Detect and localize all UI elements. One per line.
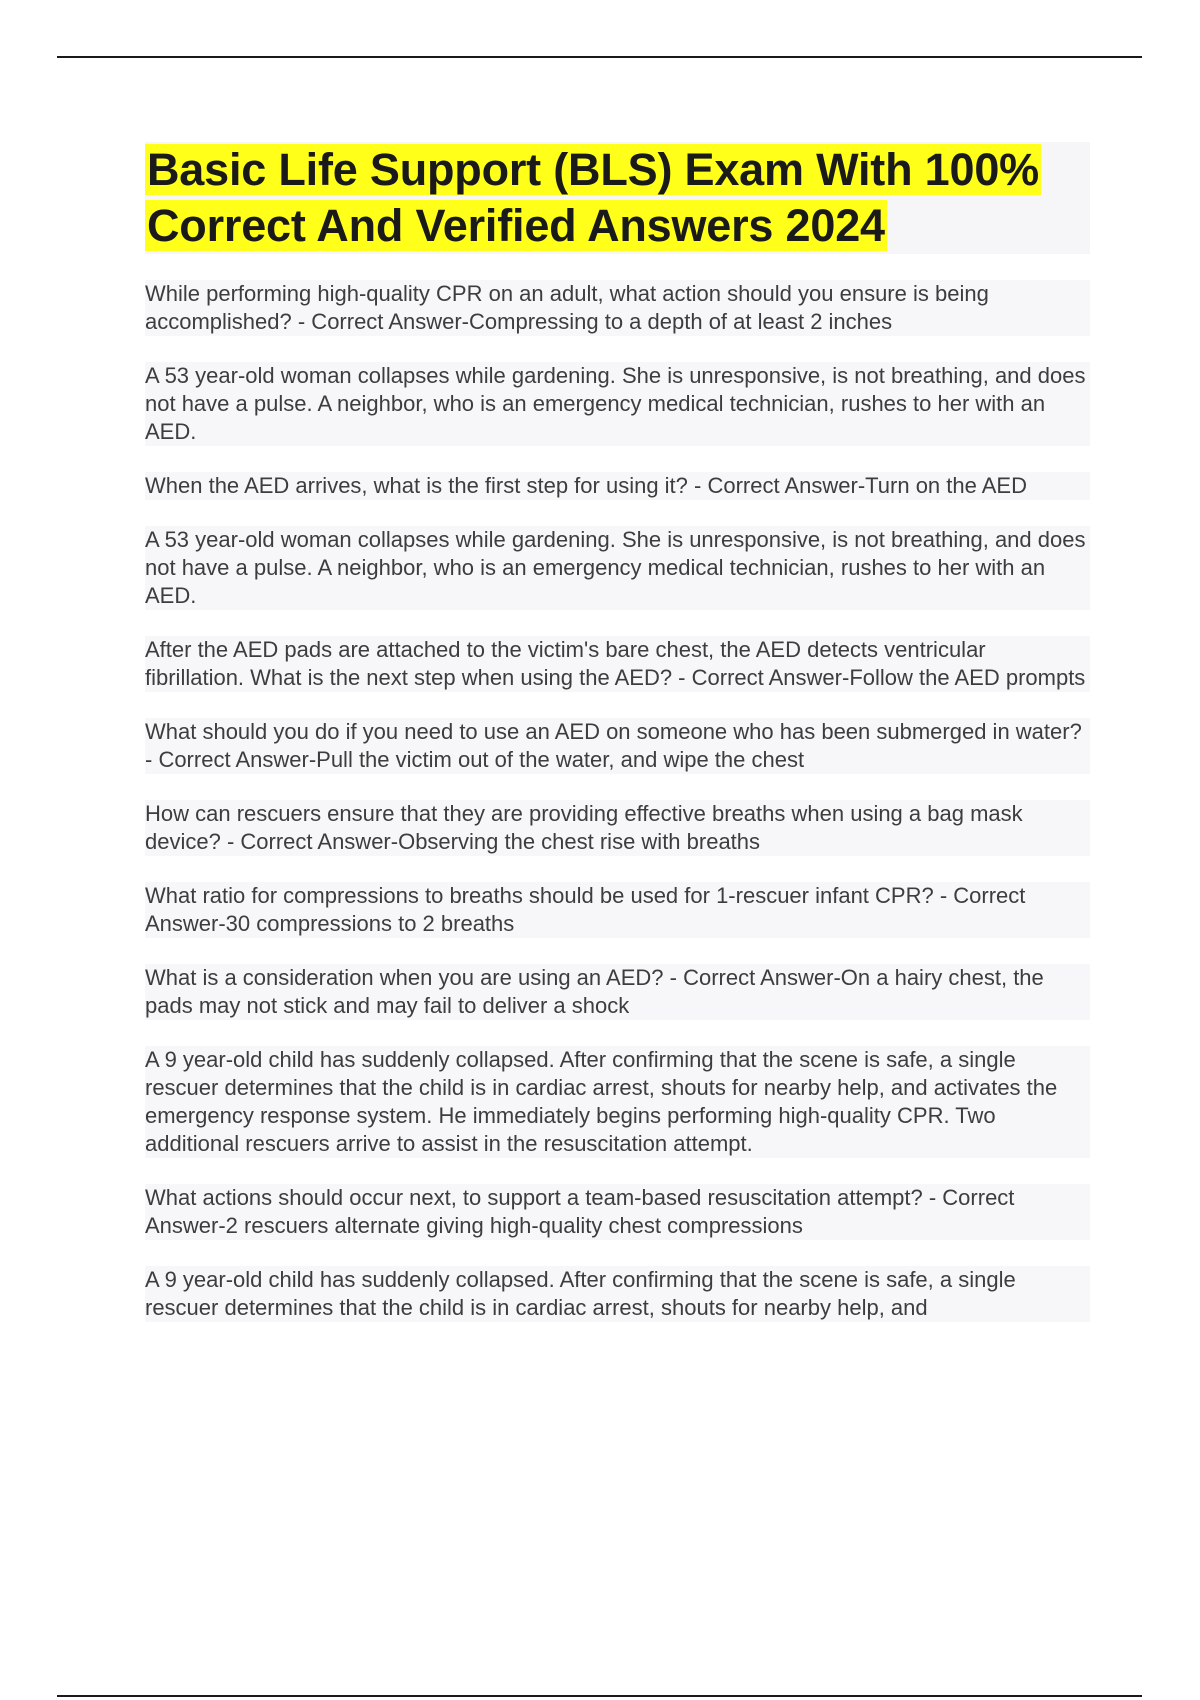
paragraph-12: A 9 year-old child has suddenly collapsed. After confirming that the scene is safe, a single rescuer determines that the child is in cardiac arrest, shouts for nearby help, and [145,1266,1090,1322]
paragraph-6: What should you do if you need to use an AED on someone who has been submerged in water? - Correct Answer-Pull the victim out of the water, and wipe the chest [145,718,1090,774]
bottom-rule [57,1695,1142,1697]
paragraph-3: When the AED arrives, what is the first step for using it? - Correct Answer-Turn on the AED [145,472,1090,500]
top-rule [57,56,1142,58]
paragraph-2: A 53 year-old woman collapses while gardening. She is unresponsive, is not breathing, and does not have a pulse. A neighbor, who is an emergency medical technician, rushes to her with an AED. [145,362,1090,446]
paragraph-1: While performing high-quality CPR on an adult, what action should you ensure is being accomplished? - Correct Answer-Compressing to a depth of at least 2 inches [145,280,1090,336]
title-block [145,142,1090,254]
paragraph-9: What is a consideration when you are using an AED? - Correct Answer-On a hairy chest, the pads may not stick and may fail to deliver a shock [145,964,1090,1020]
paragraph-11: What actions should occur next, to support a team-based resuscitation attempt? - Correct Answer-2 rescuers alternate giving high-quality chest compressions [145,1184,1090,1240]
paragraph-7: How can rescuers ensure that they are providing effective breaths when using a bag mask device? - Correct Answer-Observing the chest rise with breaths [145,800,1090,856]
paragraph-5: After the AED pads are attached to the victim's bare chest, the AED detects ventricular fibrillation. What is the next step when using the AED? - Correct Answer-Follow the AED prompts [145,636,1090,692]
title-highlight: Basic Life Support (BLS) Exam With 100% Correct And Verified Answers 2024 [147,144,1039,251]
document-title [145,142,1090,254]
paragraph-8: What ratio for compressions to breaths should be used for 1-rescuer infant CPR? - Correct Answer-30 compressions to 2 breaths [145,882,1090,938]
paragraph-10: A 9 year-old child has suddenly collapsed. After confirming that the scene is safe, a single rescuer determines that the child is in cardiac arrest, shouts for nearby help, and activates the emergency response system. He immediately begins performing high-quality CPR. Two additional rescuers arrive to assist in the resuscitation attempt. [145,1046,1090,1158]
paragraph-4: A 53 year-old woman collapses while gardening. She is unresponsive, is not breathing, and does not have a pulse. A neighbor, who is an emergency medical technician, rushes to her with an AED. [145,526,1090,610]
document-body [145,142,1090,1348]
